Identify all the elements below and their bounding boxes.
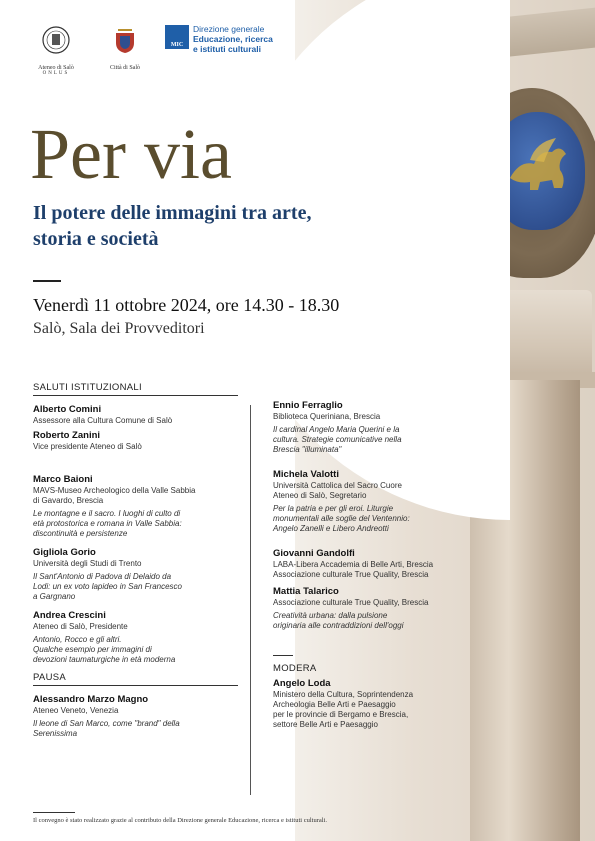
mic-line-2: Educazione, ricerca bbox=[193, 34, 273, 44]
mic-icon: MIC bbox=[165, 25, 189, 49]
footer-divider bbox=[33, 812, 75, 813]
speaker-name: Roberto Zanini bbox=[33, 430, 101, 441]
talk-line: Il Sant'Antonio di Padova di Delaido da bbox=[33, 572, 172, 581]
speaker-affiliation: LABA-Libera Accademia di Belle Arti, Brescia bbox=[273, 560, 434, 569]
talk-line: Il cardinal Angelo Maria Querini e la bbox=[273, 425, 400, 434]
talk-line: Il leone di San Marco, come "brand" della bbox=[33, 719, 180, 728]
speaker-affiliation: Assessore alla Cultura Comune di Salò bbox=[33, 416, 173, 425]
saluti-heading: SALUTI ISTITUZIONALI bbox=[33, 382, 142, 393]
speaker-ferraglio bbox=[273, 400, 463, 455]
event-date: Venerdì 11 ottobre 2024, ore 14.30 - 18.30 bbox=[33, 295, 340, 315]
speaker-affiliation: Associazione culturale True Quality, Brescia bbox=[273, 570, 429, 579]
talk-title bbox=[33, 509, 238, 539]
speaker-affiliation: Ateneo Veneto, Venezia bbox=[33, 706, 119, 715]
talk-line: monumentali alle soglie del Ventennio: bbox=[273, 514, 410, 523]
citta-logo bbox=[103, 25, 147, 71]
page-title: Per via bbox=[30, 114, 232, 194]
footer-note: Il convegno è stato realizzato grazie al contributo della Direzione generale Educazione, ricerca e istituti culturali. bbox=[33, 817, 327, 824]
speaker-talarico bbox=[273, 586, 463, 631]
speaker-crescini bbox=[33, 610, 238, 665]
talk-line: Angelo Zanelli e Libero Andreotti bbox=[273, 524, 389, 533]
talk-line: Antonio, Rocco e gli altri. bbox=[33, 635, 122, 644]
pausa-heading: PAUSA bbox=[33, 672, 67, 683]
talk-line: Brescia "illuminata" bbox=[273, 445, 342, 454]
speaker-affiliation: Università degli Studi di Trento bbox=[33, 559, 142, 568]
speaker-name: Andrea Crescini bbox=[33, 610, 106, 621]
speaker-comini bbox=[33, 404, 238, 426]
speaker-affiliation: MAVS-Museo Archeologico della Valle Sabbia bbox=[33, 486, 196, 495]
city-crest-icon bbox=[110, 25, 140, 55]
talk-line: età protostorica e romana in Valle Sabbia: bbox=[33, 519, 182, 528]
modera-divider bbox=[273, 655, 293, 656]
speaker-name: Marco Baioni bbox=[33, 474, 93, 485]
winged-lion-icon bbox=[500, 130, 575, 205]
speaker-affiliation: Vice presidente Ateneo di Salò bbox=[33, 442, 142, 451]
program-left-column bbox=[33, 383, 238, 747]
talk-line: devozioni taumaturgiche in età moderna bbox=[33, 655, 176, 664]
speaker-name: Alessandro Marzo Magno bbox=[33, 694, 149, 705]
speaker-marzo-magno bbox=[33, 694, 238, 739]
speaker-name: Gigliola Gorio bbox=[33, 547, 96, 558]
talk-line: Le montagne e il sacro. I luoghi di culto di bbox=[33, 509, 181, 518]
column-divider bbox=[250, 405, 251, 795]
talk-line: originaria alle contraddizioni dell'oggi bbox=[273, 621, 404, 630]
speaker-affiliation: Biblioteca Queriniana, Brescia bbox=[273, 412, 381, 421]
event-place: Salò, Sala dei Provveditori bbox=[33, 320, 205, 337]
program-right-column bbox=[273, 400, 463, 738]
speaker-name: Ennio Ferraglio bbox=[273, 400, 343, 411]
speaker-name: Alberto Comini bbox=[33, 404, 102, 415]
speaker-loda bbox=[273, 678, 463, 730]
speaker-baioni bbox=[33, 474, 238, 539]
subtitle-line-1: Il potere delle immagini tra arte, bbox=[33, 202, 312, 224]
talk-line: a Gargnano bbox=[33, 592, 76, 601]
speaker-affiliation: settore Belle Arti e Paesaggio bbox=[273, 720, 378, 729]
ateneo-onlus: ONLUS bbox=[42, 71, 70, 76]
mic-line-3: e istituti culturali bbox=[193, 44, 262, 54]
talk-line: cultura. Strategie comunicative nella bbox=[273, 435, 402, 444]
ateneo-seal-icon bbox=[41, 25, 71, 55]
modera-heading: MODERA bbox=[273, 663, 317, 674]
page-subtitle bbox=[33, 200, 393, 252]
speaker-affiliation: Ateneo di Salò, Segretario bbox=[273, 491, 367, 500]
pausa-divider bbox=[33, 685, 238, 686]
talk-line: discontinuità e persistenze bbox=[33, 529, 128, 538]
talk-line: Creatività urbana: dalla pulsione bbox=[273, 611, 388, 620]
talk-title bbox=[33, 719, 238, 739]
speaker-valotti bbox=[273, 469, 463, 534]
talk-line: Serenissima bbox=[33, 729, 78, 738]
speaker-gorio bbox=[33, 547, 238, 602]
talk-title bbox=[33, 635, 238, 665]
saluti-divider bbox=[33, 395, 238, 396]
speaker-affiliation: Università Cattolica del Sacro Cuore bbox=[273, 481, 402, 490]
speaker-name: Michela Valotti bbox=[273, 469, 339, 480]
talk-line: Per la patria e per gli eroi. Liturgie bbox=[273, 504, 394, 513]
speaker-affiliation: Ministero della Cultura, Soprintendenza bbox=[273, 690, 414, 699]
speaker-name: Mattia Talarico bbox=[273, 586, 339, 597]
speaker-affiliation: Archeologia Belle Arti e Paesaggio bbox=[273, 700, 396, 709]
speaker-gandolfi bbox=[273, 548, 463, 580]
speaker-name: Angelo Loda bbox=[273, 678, 331, 689]
talk-title bbox=[273, 611, 463, 631]
speaker-name: Giovanni Gandolfi bbox=[273, 548, 355, 559]
title-divider bbox=[33, 280, 61, 282]
speaker-affiliation: Ateneo di Salò, Presidente bbox=[33, 622, 128, 631]
speaker-affiliation: di Gavardo, Brescia bbox=[33, 496, 104, 505]
ateneo-logo bbox=[30, 25, 82, 76]
ateneo-name: Ateneo di Salò bbox=[38, 65, 74, 71]
talk-line: Qualche esempio per immagini di bbox=[33, 645, 152, 654]
talk-title bbox=[273, 425, 463, 455]
talk-title bbox=[33, 572, 238, 602]
talk-title bbox=[273, 504, 463, 534]
citta-name: Città di Salò bbox=[110, 65, 140, 71]
speaker-affiliation: per le provincie di Bergamo e Brescia, bbox=[273, 710, 409, 719]
subtitle-line-2: storia e società bbox=[33, 228, 159, 250]
mic-logo bbox=[165, 25, 285, 54]
speaker-affiliation: Associazione culturale True Quality, Brescia bbox=[273, 598, 429, 607]
mic-line-1: Direzione generale bbox=[193, 24, 265, 34]
talk-line: Lodi: un ex voto lapideo in San Francesco bbox=[33, 582, 182, 591]
speaker-zanini bbox=[33, 430, 238, 452]
